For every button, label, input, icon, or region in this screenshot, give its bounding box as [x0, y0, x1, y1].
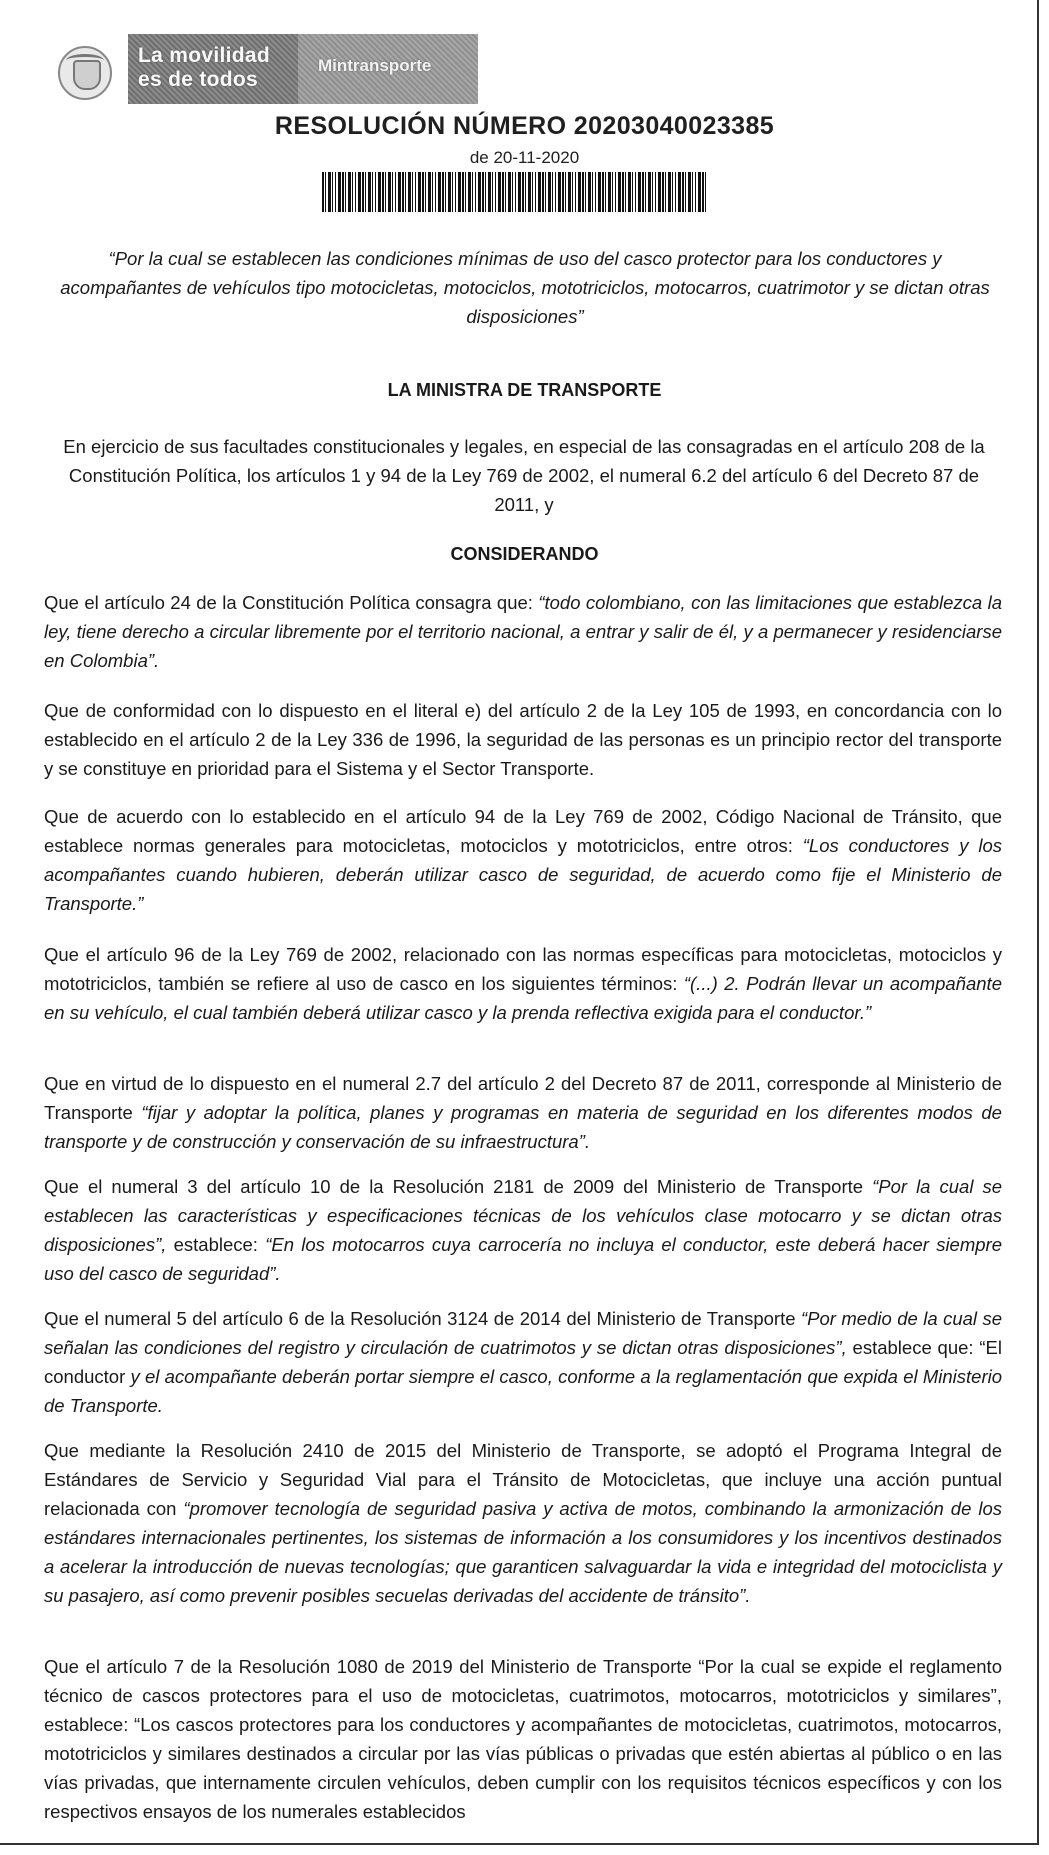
logo-slogan-line-2: es de todos	[138, 68, 258, 91]
considering-paragraph-6	[44, 1172, 1002, 1288]
faculties-paragraph: En ejercicio de sus facultades constitucionales y legales, en especial de las consagradas en el artículo 208 de la Constitución Política, los artículos 1 y 94 de la Ley 769 de 2002, el numeral 6.2 del artículo 6 del Decreto 87 de 2011, y	[63, 436, 985, 515]
letterhead	[58, 34, 478, 106]
paragraph-quote: “Por medio de la cual se señalan las condiciones del registro y circulación de cuatrimotos y se dictan otras disposiciones”,	[44, 1308, 1002, 1358]
paragraph-text: Que el artículo 7 de la Resolución 1080 de 2019 del Ministerio de Transporte “Por la cual se expide el reglamento técnico de cascos protectores para el uso de motocicletas, cuatrimotos, motocarros, mototriciclos y similares”, establece: “Los cascos protectores para los conductores y acompañantes de motocicletas, cuatrimotos, motocarros, mototriciclos y similares destinados a circular por las vías públicas o privadas que estén abiertas al público o en las vías privadas, que internamente circulen vehículos, deben cumplir con los requisitos técnicos específicos y con los respectivos ensayos de los numerales establecidos	[44, 1656, 1002, 1822]
paragraph-quote: “promover tecnología de seguridad pasiva y activa de motos, combinando la armonización de los estándares internacionales pertinentes, los sistemas de información a los consumidores y los incentivos destinados a acelerar la introducción de nuevas tecnologías; que garanticen salvaguardar la vida e integridad del motociclista y su pasajero, así como prevenir posibles secuelas derivadas del accidente de tránsito”.	[44, 1498, 1002, 1606]
considering-paragraph-3	[44, 802, 1002, 918]
minister-heading: LA MINISTRA DE TRANSPORTE	[387, 380, 662, 400]
paragraph-text: establece que: “El conductor	[44, 1337, 1002, 1387]
ministry-logo	[128, 34, 478, 104]
paragraph-text: Que en virtud de lo dispuesto en el numeral 2.7 del artículo 2 del Decreto 87 de 2011, corresponde al Ministerio de Transporte	[44, 1073, 1002, 1123]
paragraph-text: Que mediante la Resolución 2410 de 2015 del Ministerio de Transporte, se adoptó el Programa Integral de Estándares de Servicio y Seguridad Vial para el Tránsito de Motocicletas, que incluye una acción puntual relacionada con	[44, 1440, 1002, 1519]
resolution-number: RESOLUCIÓN NÚMERO 20203040023385	[274, 112, 775, 140]
barcode-image	[322, 172, 708, 212]
paragraph-text: Que el numeral 3 del artículo 10 de la Resolución 2181 de 2009 del Ministerio de Transporte	[44, 1176, 873, 1197]
considering-paragraph-4	[44, 940, 1002, 1027]
paragraph-text: establece:	[166, 1234, 266, 1255]
considering-paragraph-2	[44, 696, 1002, 783]
logo-slogan-line-1: La movilidad	[138, 44, 270, 67]
paragraph-quote: “(...) 2. Podrán llevar un acompañante en su vehículo, el cual también deberá utilizar casco y la prenda reflectiva exigida para el conductor.”	[44, 973, 1002, 1023]
paragraph-quote: “Los conductores y los acompañantes cuando hubieren, deberán utilizar casco de seguridad, de acuerdo como fije el Ministerio de Transporte.”	[44, 835, 1003, 914]
paragraph-text: Que de acuerdo con lo establecido en el artículo 94 de la Ley 769 de 2002, Código Nacional de Tránsito, que establece normas generales para motocicletas, motociclos y mototriciclos, entre otros:	[44, 806, 1002, 856]
paragraph-quote: “fijar y adoptar la política, planes y programas en materia de seguridad en los diferentes modos de transporte y de construcción y conservación de su infraestructura”.	[44, 1102, 1002, 1152]
considering-paragraph-5	[44, 1069, 1002, 1156]
paragraph-quote: “En los motocarros cuya carrocería no incluya el conductor, este deberá hacer siempre uso del casco de seguridad”.	[44, 1234, 1002, 1284]
logo-ministry-name: Mintransporte	[318, 56, 432, 75]
logo-slogan-panel	[128, 34, 298, 104]
considering-paragraph-1	[44, 588, 1002, 675]
coat-of-arms-icon	[58, 46, 112, 100]
paragraph-quote: “Por la cual se establecen las características y especificaciones técnicas de los vehículos clase motocarro y se dictan otras disposiciones”,	[44, 1176, 1002, 1255]
paragraph-text: Que el numeral 5 del artículo 6 de la Resolución 3124 de 2014 del Ministerio de Transporte	[44, 1308, 801, 1329]
considering-paragraph-8	[44, 1436, 1002, 1610]
resolution-subject: “Por la cual se establecen las condiciones mínimas de uso del casco protector para los conductores y acompañantes de vehículos tipo motocicletas, motociclos, mototriciclos, motocarros, cuatrimotor y se dictan otras disposiciones”	[60, 248, 990, 327]
paragraph-quote: “todo colombiano, con las limitaciones que establezca la ley, tiene derecho a circular libremente por el territorio nacional, a entrar y salir de él, y a permanecer y residenciarse en Colombia”.	[44, 592, 1002, 671]
paragraph-text: Que el artículo 96 de la Ley 769 de 2002, relacionado con las normas específicas para motocicletas, motociclos y mototriciclos, también se refiere al uso de casco en los siguientes términos:	[44, 944, 1002, 994]
paragraph-text: Que el artículo 24 de la Constitución Política consagra que:	[44, 592, 539, 613]
considering-heading: CONSIDERANDO	[450, 544, 599, 564]
considering-paragraph-9	[44, 1652, 1002, 1826]
considering-paragraph-7	[44, 1304, 1002, 1420]
resolution-date: de 20-11-2020	[469, 148, 580, 167]
paragraph-text: Que de conformidad con lo dispuesto en el literal e) del artículo 2 de la Ley 105 de 1993, en concordancia con lo establecido en el artículo 2 de la Ley 336 de 1996, la seguridad de las personas es un principio rector del transporte y se constituye en prioridad para el Sistema y el Sector Transporte.	[44, 700, 1002, 779]
paragraph-quote: y el acompañante deberán portar siempre el casco, conforme a la reglamentación que expida el Ministerio de Transporte.	[44, 1366, 1003, 1416]
